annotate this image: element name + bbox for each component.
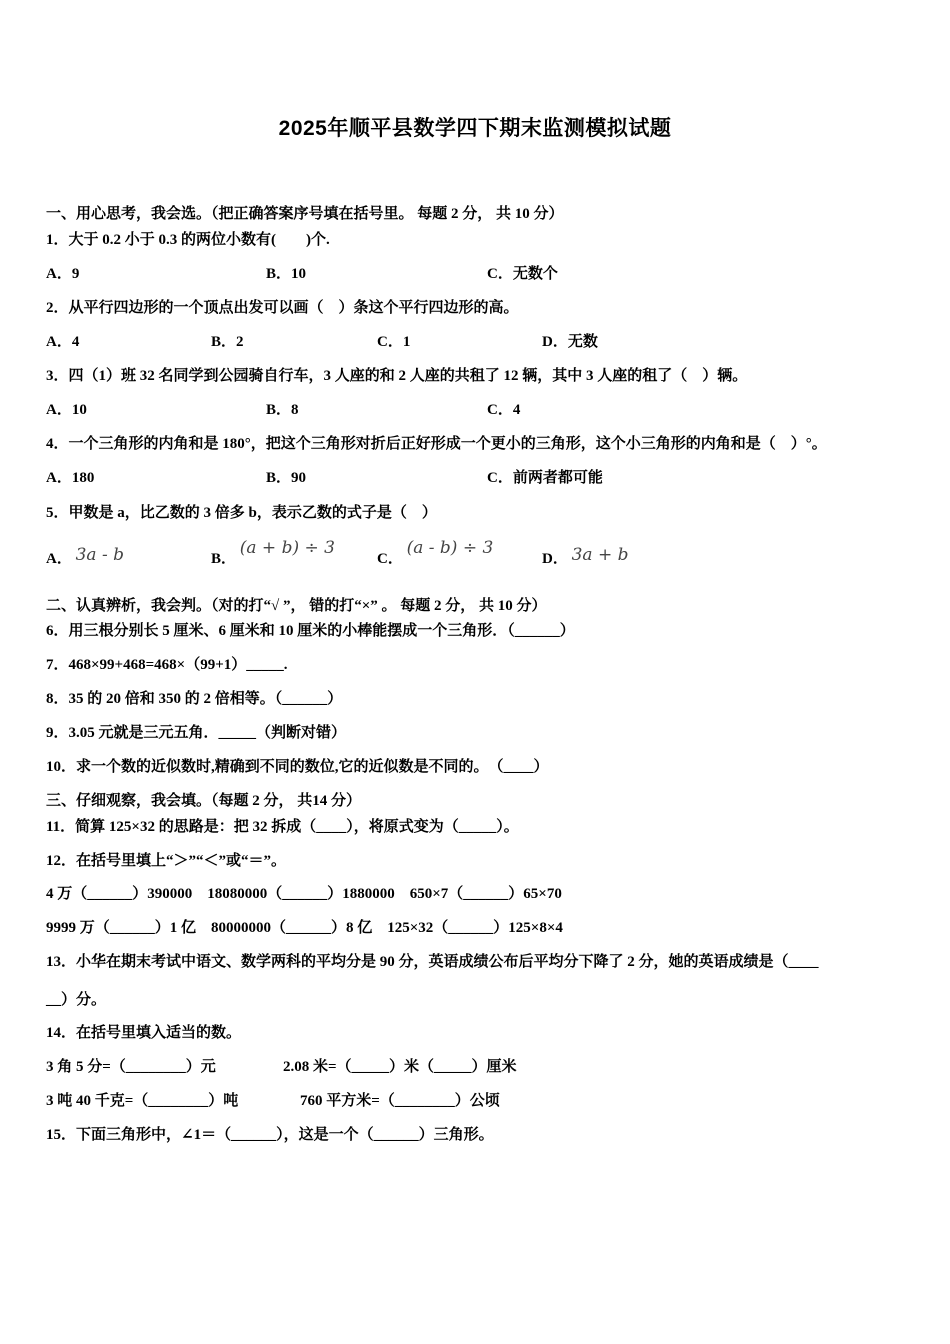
q5-option-a-expr: 3a - b — [75, 545, 124, 565]
q5-option-c[interactable] — [377, 538, 494, 568]
section-3-heading: 三、仔细观察，我会填。（每题 2 分， 共14 分） — [46, 793, 362, 809]
q4-option-c[interactable]: C．前两者都可能 — [487, 470, 603, 486]
q2-option-a[interactable]: A．4 — [46, 334, 80, 350]
question-9: 9．3.05 元就是三元五角．_____（判断对错） — [46, 725, 347, 741]
q4-option-a[interactable]: A．180 — [46, 470, 95, 486]
q1-option-b[interactable]: B．10 — [266, 266, 307, 282]
q5-option-a-label: A． — [46, 551, 72, 567]
question-12: 12．在括号里填上“＞”“＜”或“＝”。 — [46, 853, 287, 869]
q5-option-a[interactable] — [46, 547, 124, 568]
q14-item-d: 760 平方米=（________）公顷 — [300, 1093, 500, 1109]
q12-row-1: 4 万（______）390000 18080000（______）1880000 650×7（______）65×70 — [46, 886, 562, 902]
q2-option-c[interactable]: C．1 — [377, 334, 411, 350]
q4-option-b[interactable]: B．90 — [266, 470, 307, 486]
q5-option-b-label: B． — [211, 551, 237, 567]
q3-option-b[interactable]: B．8 — [266, 402, 299, 418]
q5-option-d-label: D． — [542, 551, 568, 567]
q1-option-a[interactable]: A．9 — [46, 266, 80, 282]
question-4: 4．一个三角形的内角和是 180°，把这个三角形对折后正好形成一个更小的三角形，这个小三角形的内角和是（ ）°。 — [46, 436, 827, 452]
question-2: 2．从平行四边形的一个顶点出发可以画（ ）条这个平行四边形的高。 — [46, 300, 519, 316]
question-13-line-1: 13．小华在期末考试中语文、数学两科的平均分是 90 分，英语成绩公布后平均分下降了 2 分，她的英语成绩是（____ — [46, 954, 819, 970]
q2-option-b[interactable]: B．2 — [211, 334, 244, 350]
q14-item-a: 3 角 5 分=（________）元 — [46, 1059, 216, 1075]
q5-option-c-expr: (a - b) ÷ 3 — [406, 538, 494, 558]
q12-row-2: 9999 万（______）1 亿 80000000（______）8 亿 125×32（______）125×8×4 — [46, 920, 563, 936]
question-10: 10．求一个数的近似数时,精确到不同的数位,它的近似数是不同的。 （____） — [46, 759, 549, 775]
question-1: 1．大于 0.2 小于 0.3 的两位小数有( )个. — [46, 232, 330, 248]
q5-option-b[interactable] — [211, 538, 335, 568]
q1-option-c[interactable]: C．无数个 — [487, 266, 558, 282]
question-8: 8．35 的 20 倍和 350 的 2 倍相等。（______） — [46, 691, 343, 707]
q5-option-c-label: C． — [377, 551, 403, 567]
section-1-heading: 一、用心思考，我会选。（把正确答案序号填在括号里。 每题 2 分， 共 10 分） — [46, 206, 564, 222]
page-title: 2025年顺平县数学四下期末监测模拟试题 — [278, 117, 672, 140]
question-13-line-2: __）分。 — [46, 992, 107, 1008]
q2-option-d[interactable]: D．无数 — [542, 334, 598, 350]
q3-option-c[interactable]: C．4 — [487, 402, 521, 418]
question-6: 6．用三根分别长 5 厘米、6 厘米和 10 厘米的小棒能摆成一个三角形．（______） — [46, 623, 575, 639]
question-7: 7．468×99+468=468×（99+1）_____. — [46, 657, 288, 673]
q5-option-b-expr: (a + b) ÷ 3 — [239, 538, 335, 558]
q14-item-b: 2.08 米=（_____）米（_____）厘米 — [283, 1059, 517, 1075]
q5-option-d-expr: 3a + b — [571, 545, 629, 565]
question-5: 5．甲数是 a，比乙数的 3 倍多 b，表示乙数的式子是（ ） — [46, 505, 437, 521]
section-2-heading: 二、认真辨析，我会判。（对的打“√ ”， 错的打“×” 。 每题 2 分， 共 10 分） — [46, 598, 547, 614]
question-14: 14．在括号里填入适当的数。 — [46, 1025, 242, 1041]
q3-option-a[interactable]: A．10 — [46, 402, 87, 418]
q5-option-d[interactable] — [542, 547, 628, 568]
question-3: 3．四（1）班 32 名同学到公园骑自行车，3 人座的和 2 人座的共租了 12 辆，其中 3 人座的租了（ ）辆。 — [46, 368, 748, 384]
question-11: 11．简算 125×32 的思路是：把 32 拆成（____），将原式变为（_____）。 — [46, 819, 519, 835]
q14-item-c: 3 吨 40 千克=（________）吨 — [46, 1093, 239, 1109]
question-15: 15．下面三角形中，∠1＝（______），这是一个（______）三角形。 — [46, 1127, 494, 1143]
